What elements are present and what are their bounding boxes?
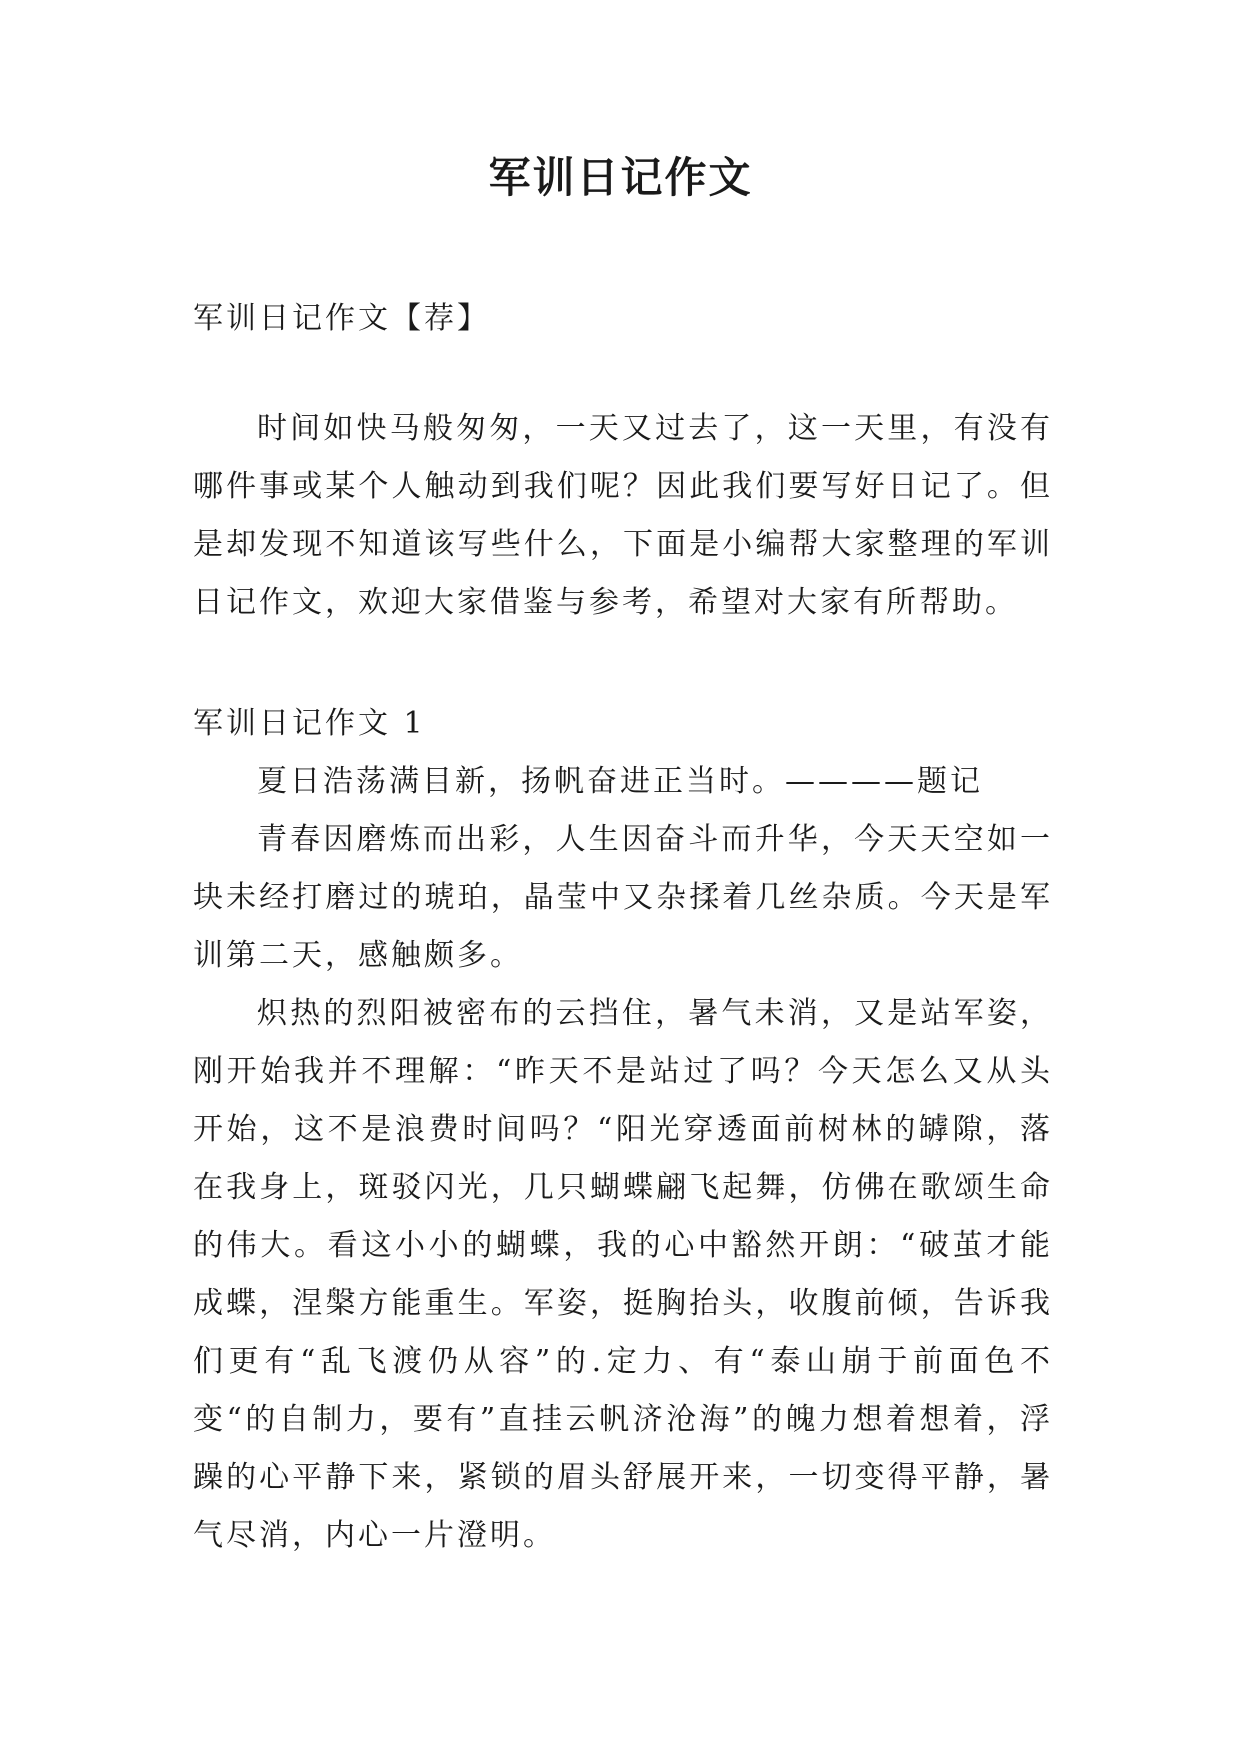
- section-heading: 军训日记作文 1: [193, 706, 426, 741]
- page-title: 军训日记作文: [488, 153, 753, 202]
- paragraph-3: 炽热的烈阳被密布的云挡住，暑气未消，又是站军姿，刚开始我并不理解：“昨天不是站过了吗？今天怎么又从头开始，这不是浪费时间吗？“阳光穿透面前树林的罅隙，落在我身上，斑驳闪光，几只蝴蝶翩飞起舞，仿佛在歌颂生命的伟大。看这小小的蝴蝶，我的心中豁然开朗：“破茧才能成蝶，涅槃方能重生。军姿，挺胸抬头，收腹前倾，告诉我们更有“乱飞渡仍从容”的.定力、有“泰山崩于前面色不变“的自制力，要有”直挂云帆济沧海”的魄力想着想着，浮躁的心平静下来，紧锁的眉头舒展开来，一切变得平静，暑气尽消，内心一片澄明。: [193, 996, 1053, 1553]
- intro-paragraph: 时间如快马般匆匆，一天又过去了，这一天里，有没有哪件事或某个人触动到我们呢？因此我们要写好日记了。但是却发现不知道该写些什么，下面是小编帮大家整理的军训日记作文，欢迎大家借鉴与参考，希望对大家有所帮助。: [193, 411, 1053, 620]
- paragraph-epigraph: 夏日浩荡满目新，扬帆奋进正当时。————题记: [257, 764, 983, 799]
- paragraph-2: 青春因磨炼而出彩，人生因奋斗而升华，今天天空如一块未经打磨过的琥珀，晶莹中又杂揉着几丝杂质。今天是军训第二天，感触颇多。: [193, 822, 1053, 973]
- document-subtitle: 军训日记作文【荐】: [193, 301, 490, 336]
